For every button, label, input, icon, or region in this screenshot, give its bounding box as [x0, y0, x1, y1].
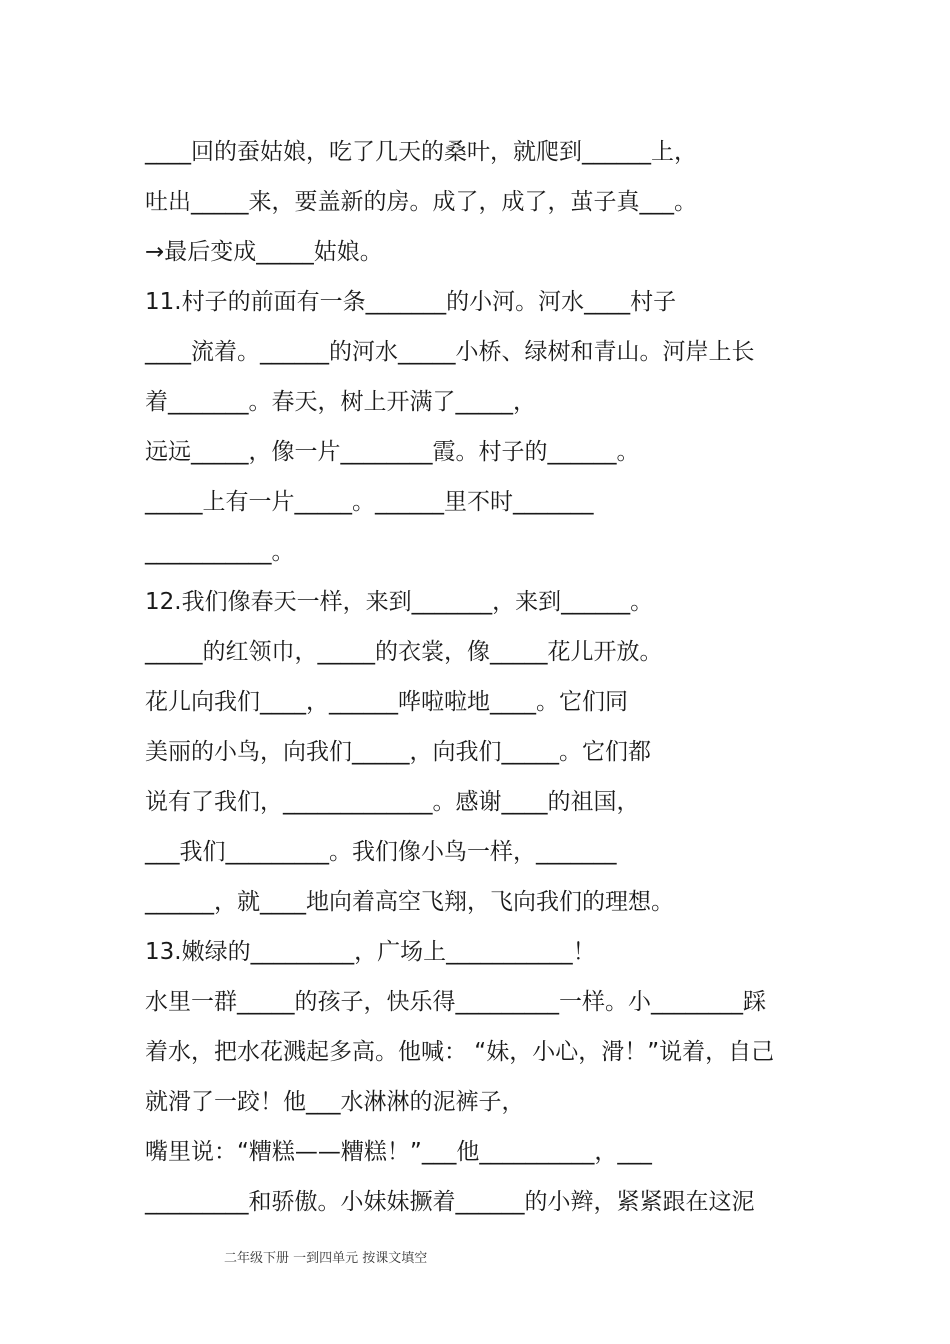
text-line: 就滑了一跤！他___水淋淋的泥裤子， — [145, 1089, 525, 1115]
text-line: 着_______。春天，树上开满了_____， — [145, 389, 536, 415]
text-line: ___我们_________。我们像小鸟一样，_______ — [145, 839, 617, 865]
text-line: →最后变成_____姑娘。 — [145, 239, 383, 265]
text-line: _____上有一片_____。______里不时_______ — [145, 489, 594, 515]
text-line: 嘴里说：“糟糕——糟糕！”___他__________，___ — [145, 1139, 652, 1165]
text-line: ____流着。______的河水_____小桥、绿树和青山。河岸上长 — [145, 339, 755, 365]
text-line: 美丽的小鸟，向我们_____，向我们_____。它们都 — [145, 739, 651, 765]
text-line: ____回的蚕姑娘，吃了几天的桑叶，就爬到______上， — [145, 139, 697, 165]
text-line: ___________。 — [145, 539, 295, 565]
question-12-line: 12.我们像春天一样，来到_______，来到______。 — [145, 589, 654, 615]
text-line: 远远_____，像一片________霞。村子的______。 — [145, 439, 640, 465]
question-13-line: 13.嫩绿的_________，广场上___________！ — [145, 939, 596, 965]
text-line: 水里一群_____的孩子，快乐得_________一样。小________踩 — [145, 989, 766, 1015]
text-line: 吐出_____来，要盖新的房。成了，成了，茧子真___。 — [145, 189, 697, 215]
question-11-line: 11.村子的前面有一条_______的小河。河水____村子 — [145, 289, 677, 315]
text-line: _________和骄傲。小妹妹撅着______的小辫，紧紧跟在这泥 — [145, 1189, 755, 1215]
text-line: 说有了我们，_____________。感谢____的祖国， — [145, 789, 640, 815]
page-footer: 二年级下册 一到四单元 按课文填空 — [224, 1251, 428, 1266]
text-line: _____的红领巾，_____的衣裳，像_____花儿开放。 — [145, 639, 663, 665]
text-line: ______，就____地向着高空飞翔，飞向我们的理想。 — [145, 889, 674, 915]
text-line: 花儿向我们____，______哗啦啦地____。它们同 — [145, 689, 628, 715]
text-line: 着水，把水花溅起多高。他喊： “妹，小心，滑！”说着，自己 — [145, 1039, 775, 1065]
fill-in-text-body — [145, 127, 815, 1227]
